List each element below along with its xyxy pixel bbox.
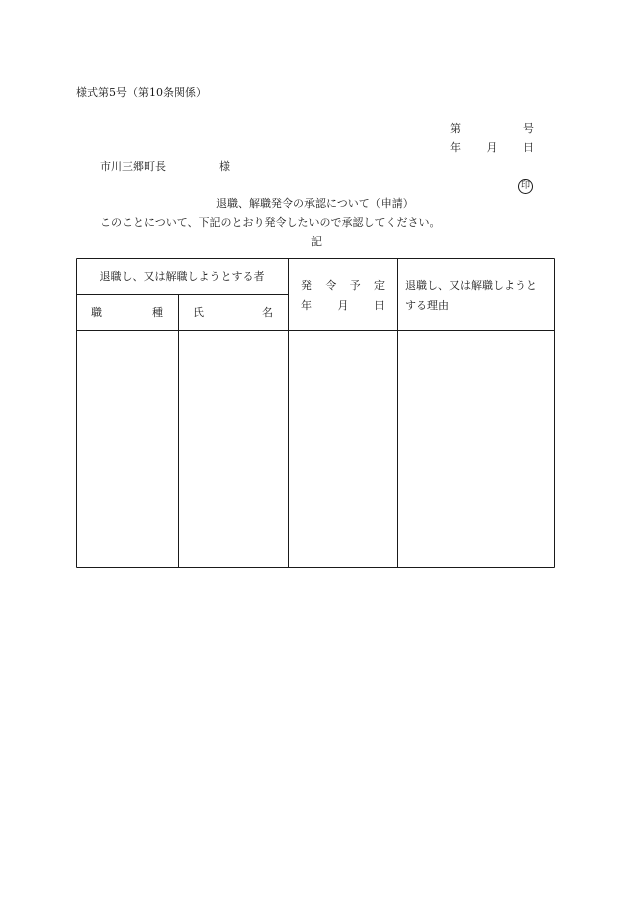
header-shimei [193,307,273,318]
header-hatsurei-date [301,300,385,311]
header-reason-line1: 退職し、又は解職しようと [405,279,537,292]
doc-number-prefix: 第 [450,122,461,135]
form-label: 様式第5号（第10条関係） [76,86,207,99]
document-number [450,123,534,134]
hatsurei-char4: 定 [373,279,385,292]
hatsurei-day: 日 [374,299,385,312]
honorific: 様 [219,160,230,173]
hatsurei-char3: 予 [349,279,361,292]
header-shokushu-char1: 職 [91,306,102,319]
date-month: 月 [486,141,498,154]
seal-mark-icon: 印 [518,179,533,194]
addressee: 市川三郷町長 [100,160,166,173]
header-shimei-char1: 氏 [193,306,204,319]
document-title: 退職、解職発令の承認について（申請） [216,197,414,210]
hatsurei-year: 年 [301,299,312,312]
header-shokushu-char2: 種 [152,306,163,319]
header-reason-line2: する理由 [405,299,449,312]
hatsurei-month: 月 [337,299,349,312]
hatsurei-char2: 令 [325,279,337,292]
ki-heading: 記 [311,235,322,248]
header-shokushu [91,307,163,318]
header-shimei-char2: 名 [262,306,273,319]
date-line [450,142,534,153]
date-day: 日 [523,141,534,154]
doc-number-suffix: 号 [523,122,534,135]
hatsurei-char1: 発 [301,279,312,292]
date-year: 年 [450,141,461,154]
header-hatsurei-yotei [301,280,385,291]
group-header: 退職し、又は解職しようとする者 [99,270,265,283]
body-text: このことについて、下記のとおり発令したいので承認してください。 [100,216,441,229]
